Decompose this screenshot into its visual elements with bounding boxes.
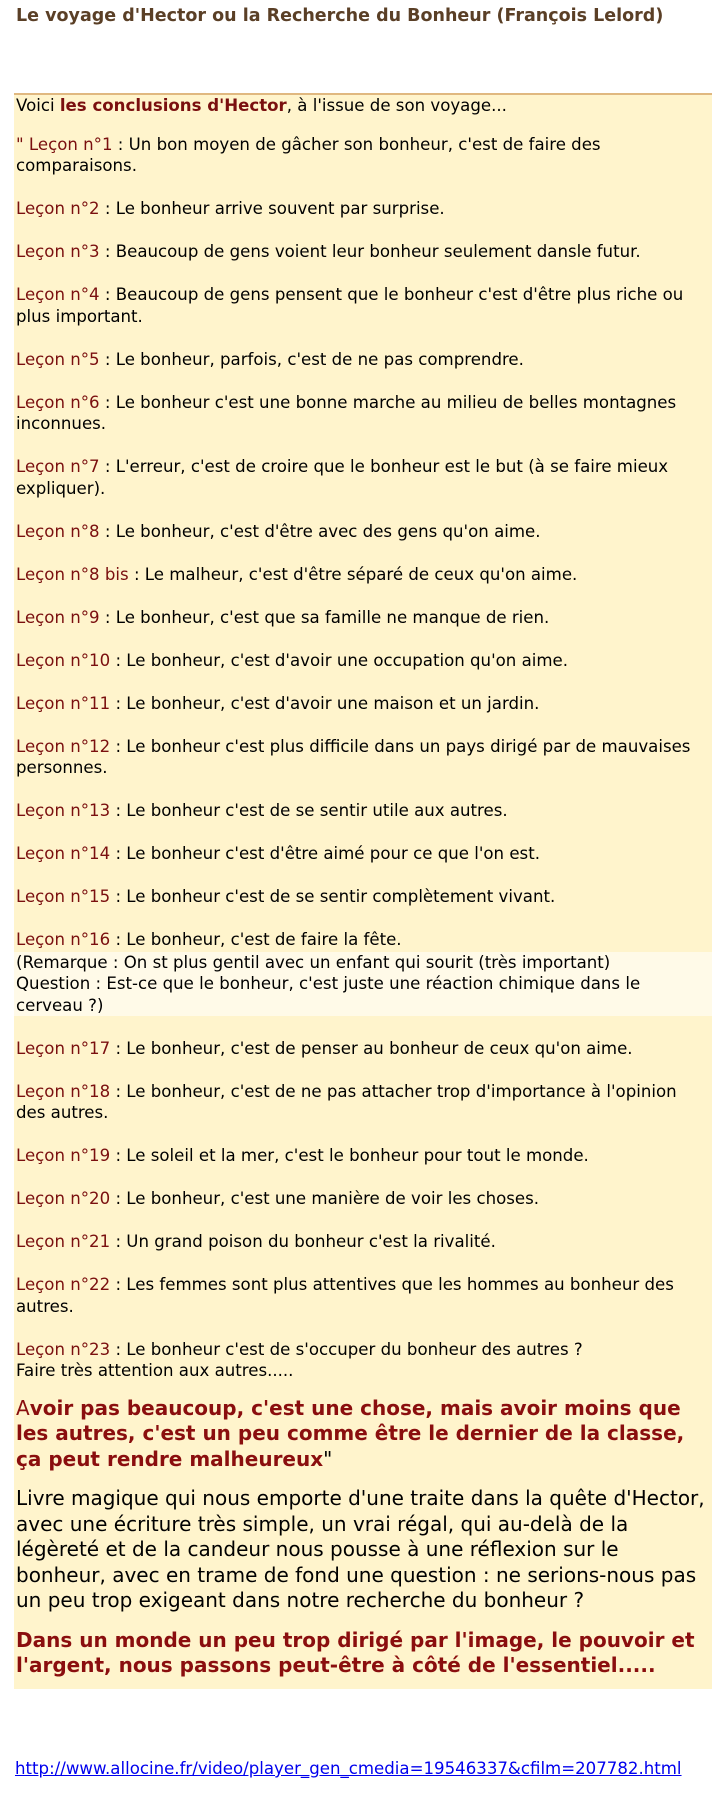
intro-paragraph <box>16 95 710 117</box>
lesson-item <box>16 1145 710 1167</box>
lesson-text: : Le bonheur c'est plus difficile dans un pays dirigé par de mauvaises personnes. <box>16 736 691 777</box>
lesson-text: : Le bonheur, c'est de faire la fête. <box>110 930 402 949</box>
lesson-text: : Le bonheur, c'est une manière de voir les choses. <box>110 1189 540 1208</box>
lesson-text: : Le soleil et la mer, c'est le bonheur pour tout le monde. <box>110 1146 589 1165</box>
lesson-text: : Le bonheur c'est de se sentir complètement vivant. <box>110 887 556 906</box>
intro-suffix: , à l'issue de son voyage... <box>286 96 507 115</box>
intro-highlight: les conclusions d'Hector <box>59 96 287 115</box>
lesson-item <box>16 607 710 629</box>
book-review-panel <box>14 93 712 1689</box>
lesson-item <box>16 521 710 543</box>
lesson-item <box>16 929 710 951</box>
lesson-item <box>16 284 710 327</box>
lesson-item <box>16 456 710 499</box>
quote-close: " <box>323 1446 333 1471</box>
remark-line-1: (Remarque : On st plus gentil avec un enfant qui sourit (très important) <box>16 952 611 972</box>
review-paragraph: Livre magique qui nous emporte d'une traite dans la quête d'Hector, avec une écriture très simple, un vrai régal, qui au-delà de la légèreté et de la candeur nous pousse à une réflexion sur le bonheur, avec en trame de fond une question : ne serions-nous pas un peu trop exigeant dans notre recherche du bonheur ? <box>16 1486 705 1612</box>
lesson-label: Leçon n°18 <box>16 1081 111 1101</box>
lesson-item <box>16 349 710 371</box>
lesson-text: : Le bonheur arrive souvent par surprise. <box>99 199 445 218</box>
lesson-text: : Le malheur, c'est d'être séparé de ceux qu'on aime. <box>128 564 578 584</box>
lesson-item <box>16 650 710 672</box>
closing-statement: Dans un monde un peu trop dirigé par l'image, le pouvoir et l'argent, nous passons peut-être à côté de l'essentiel..... <box>16 1627 695 1677</box>
lesson-text: : Le bonheur, c'est de penser au bonheur de ceux qu'on aime. <box>110 1038 633 1058</box>
allocine-video-link[interactable]: http://www.allocine.fr/video/player_gen_cmedia=19546337&cfilm=207782.html <box>15 1759 682 1778</box>
lesson-text: : Un grand poison du bonheur c'est la rivalité. <box>110 1232 496 1251</box>
lesson-text: : Le bonheur c'est de se sentir utile aux autres. <box>110 801 508 820</box>
lesson-text: : Beaucoup de gens voient leur bonheur seulement dansle futur. <box>99 242 641 261</box>
lesson-item <box>16 886 710 908</box>
lesson-label: Leçon n°4 <box>16 285 100 304</box>
lesson-label: Leçon n°22 <box>16 1275 111 1294</box>
lesson-text: : Le bonheur, parfois, c'est de ne pas comprendre. <box>99 349 524 369</box>
lesson-item <box>16 800 710 822</box>
lesson-label: " Leçon n°1 <box>16 134 113 154</box>
lessons-list-part-1 <box>16 134 710 951</box>
lesson-extra: Faire très attention aux autres..... <box>16 1361 294 1380</box>
lesson-item <box>16 843 710 865</box>
lesson-text: : Un bon moyen de gâcher son bonheur, c'est de faire des comparaisons. <box>16 134 601 175</box>
lesson-label: Leçon n°20 <box>16 1189 111 1208</box>
lesson-item <box>16 241 710 263</box>
lesson-item <box>16 1231 710 1253</box>
quote-bold: voir pas beaucoup, c'est une chose, mais avoir moins que les autres, c'est un peu comme être le dernier de la classe, ça peut rendre malheureux <box>16 1395 685 1471</box>
lesson-label: Leçon n°17 <box>16 1038 111 1058</box>
quote-initial: A <box>16 1395 30 1420</box>
quote-conclusion <box>16 1396 710 1473</box>
lesson-label: Leçon n°3 <box>16 242 100 261</box>
lesson-text: : Le bonheur, c'est d'être avec des gens qu'on aime. <box>99 521 541 541</box>
page-title: Le voyage d'Hector ou la Recherche du Bonheur (François Lelord) <box>16 6 664 26</box>
lesson-label: Leçon n°16 <box>16 930 111 949</box>
lesson-item <box>16 1081 710 1124</box>
lesson-label: Leçon n°8 bis <box>16 564 129 584</box>
lesson-label: Leçon n°21 <box>16 1232 111 1251</box>
lesson-label: Leçon n°5 <box>16 349 100 369</box>
lesson-label: Leçon n°9 <box>16 607 100 627</box>
lesson-item <box>16 736 710 779</box>
lesson-text: : Le bonheur c'est d'être aimé pour ce que l'on est. <box>110 844 540 863</box>
lesson-item <box>16 134 710 177</box>
lesson-item <box>16 198 710 220</box>
lesson-text: : Le bonheur c'est une bonne marche au milieu de belles montagnes inconnues. <box>16 392 677 433</box>
lesson-label: Leçon n°23 <box>16 1339 111 1359</box>
intro-prefix: Voici <box>16 96 60 115</box>
lesson-text: : Beaucoup de gens pensent que le bonheur c'est d'être plus riche ou plus important. <box>16 285 684 326</box>
lessons-list-part-2 <box>16 1038 710 1318</box>
lesson-text: : Le bonheur, c'est de ne pas attacher trop d'importance à l'opinion des autres. <box>16 1081 677 1122</box>
lesson-label: Leçon n°8 <box>16 521 100 541</box>
lesson-text: : L'erreur, c'est de croire que le bonheur est le but (à se faire mieux expliquer). <box>16 457 669 498</box>
lesson-label: Leçon n°13 <box>16 801 111 820</box>
lesson-label: Leçon n°6 <box>16 392 100 412</box>
lesson-label: Leçon n°12 <box>16 736 111 756</box>
lesson-item <box>16 693 710 715</box>
lesson-item <box>16 1038 710 1060</box>
lesson-text: : Les femmes sont plus attentives que les hommes au bonheur des autres. <box>16 1275 674 1316</box>
lesson-item <box>16 1188 710 1210</box>
lesson-label: Leçon n°11 <box>16 693 111 713</box>
lesson-label: Leçon n°2 <box>16 199 100 218</box>
lesson-label: Leçon n°19 <box>16 1146 111 1165</box>
remark-block <box>14 952 712 1017</box>
lesson-label: Leçon n°15 <box>16 887 111 906</box>
lesson-item <box>16 392 710 435</box>
lesson-item <box>16 564 710 586</box>
lesson-label: Leçon n°14 <box>16 844 111 863</box>
lesson-item <box>16 1274 710 1317</box>
lesson-text: : Le bonheur, c'est que sa famille ne manque de rien. <box>99 607 550 627</box>
lesson-text: : Le bonheur, c'est d'avoir une occupation qu'on aime. <box>110 650 569 670</box>
lesson-text: : Le bonheur, c'est d'avoir une maison et un jardin. <box>110 693 540 713</box>
lesson-label: Leçon n°10 <box>16 650 111 670</box>
lesson-label: Leçon n°7 <box>16 457 100 476</box>
lesson-item <box>16 1339 710 1382</box>
remark-line-2: Question : Est-ce que le bonheur, c'est juste une réaction chimique dans le cerveau ?) <box>16 974 641 1015</box>
lesson-text: : Le bonheur c'est de s'occuper du bonheur des autres ? <box>110 1339 583 1359</box>
